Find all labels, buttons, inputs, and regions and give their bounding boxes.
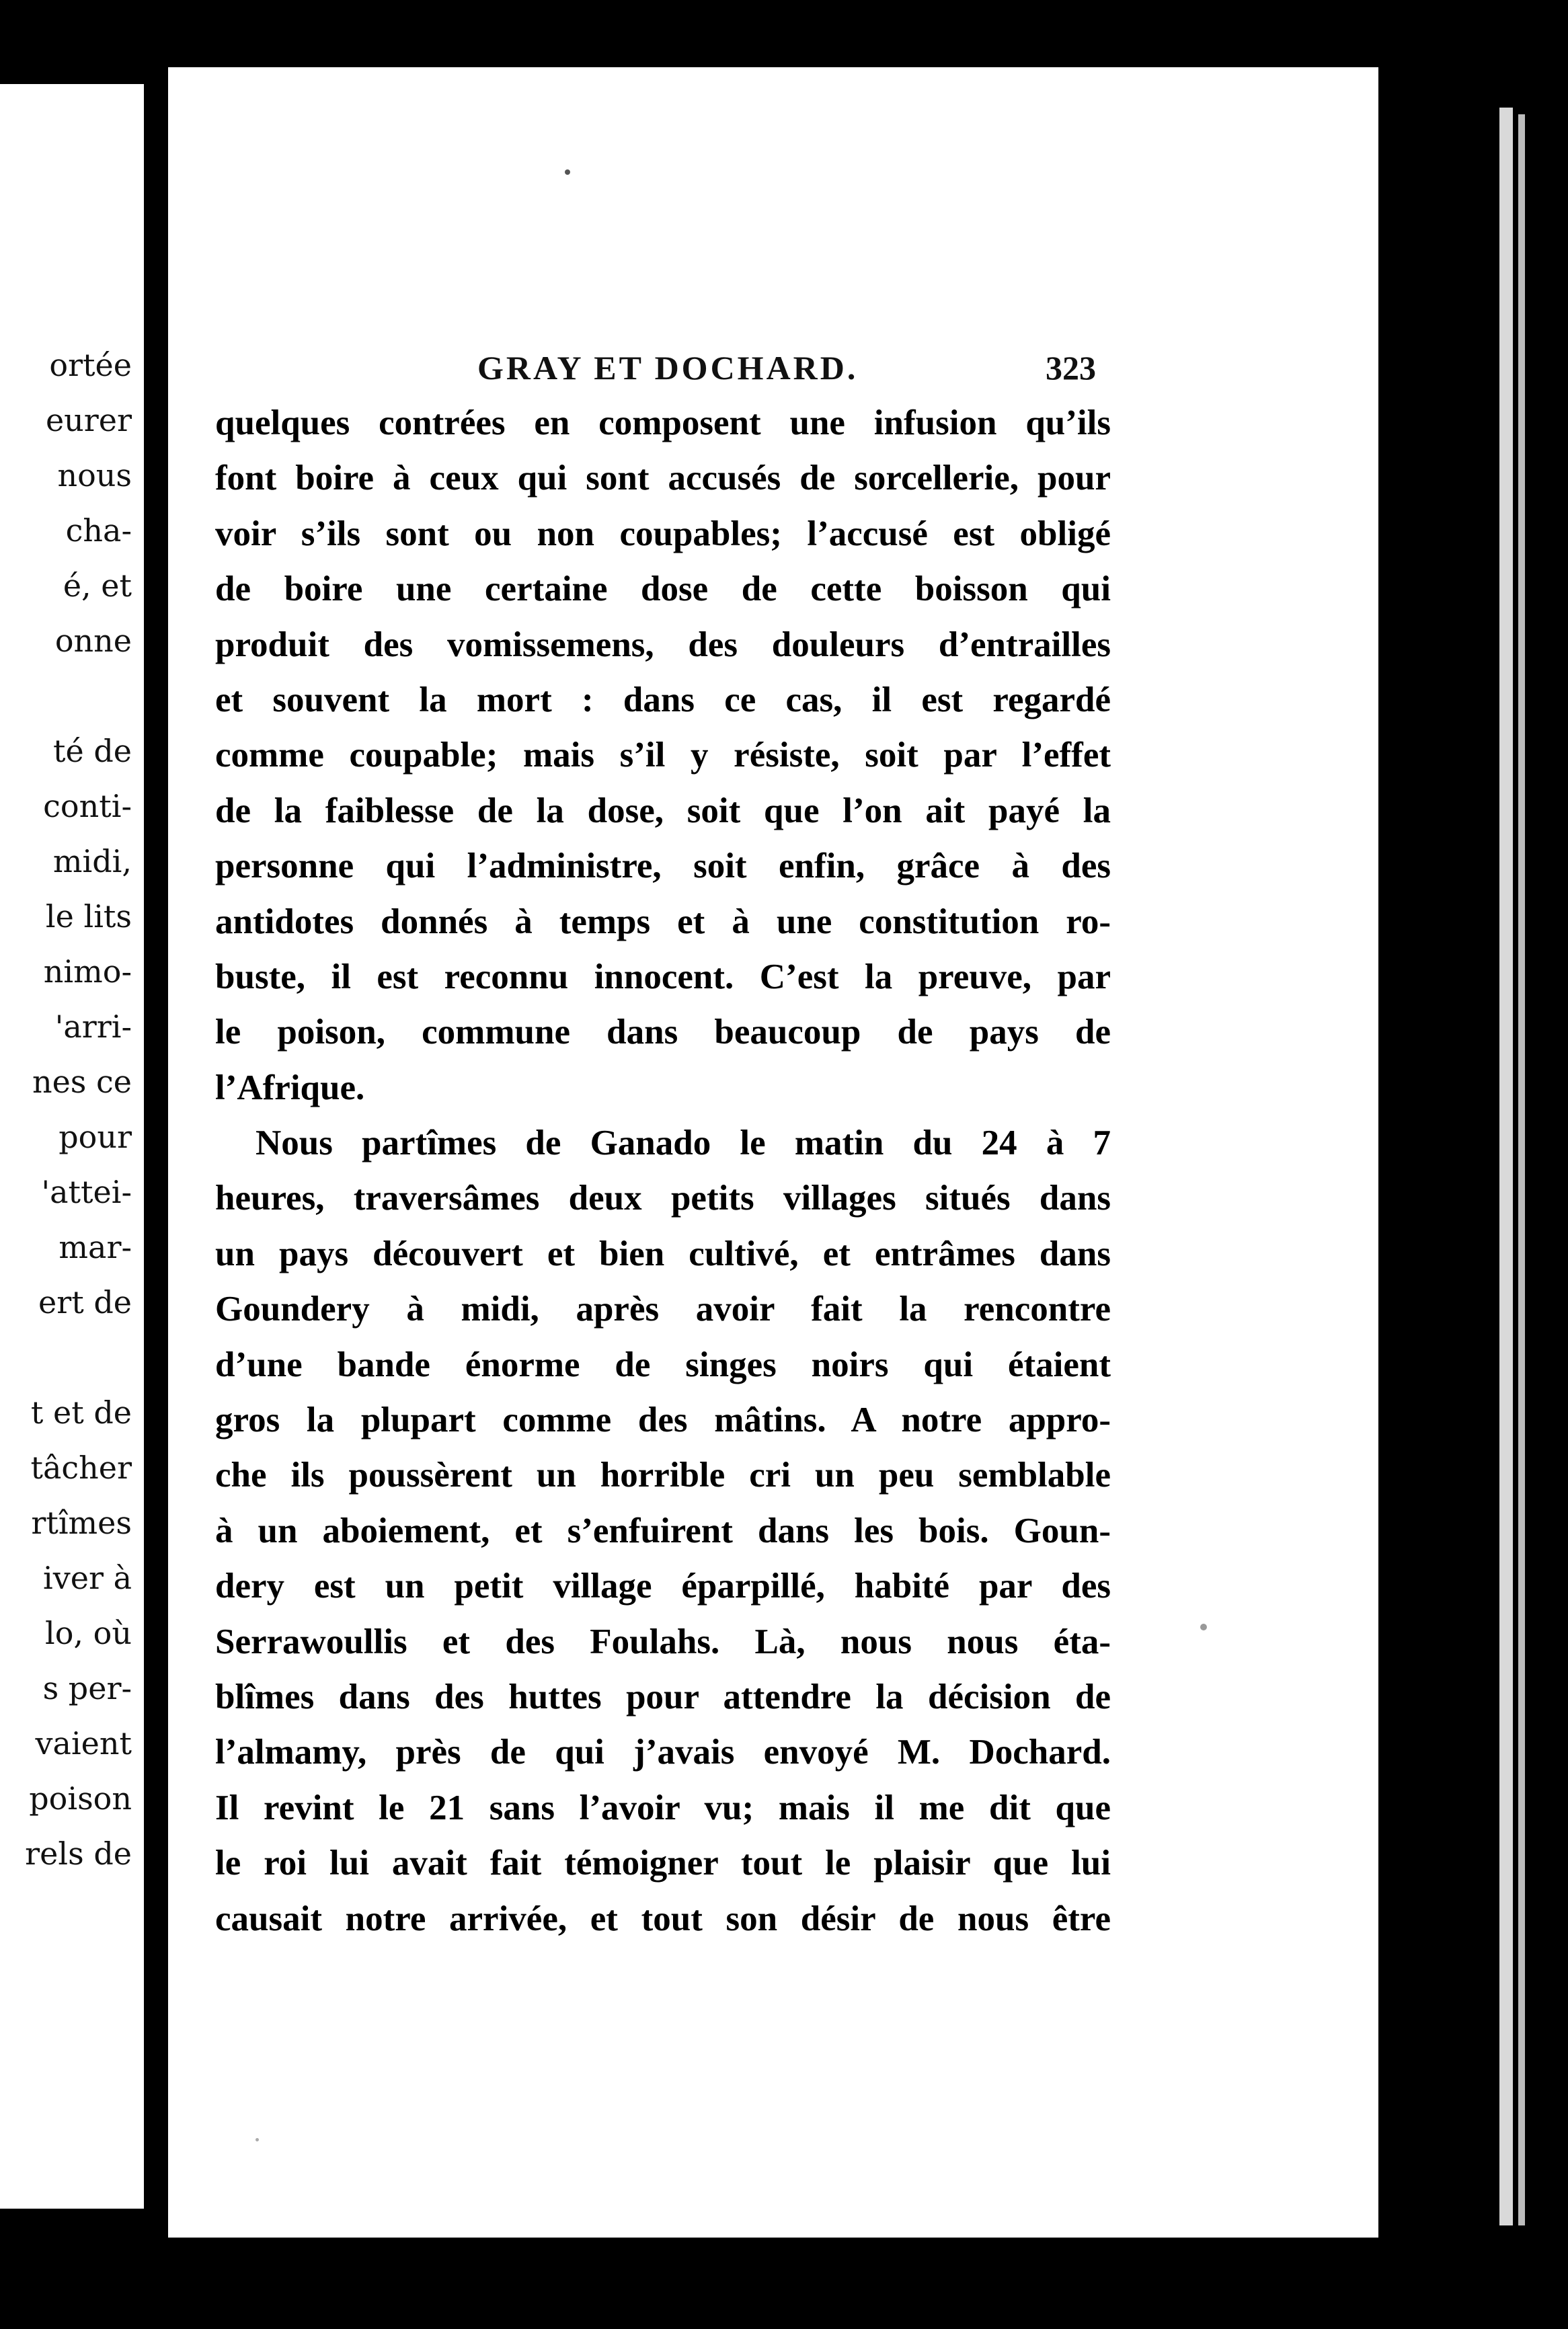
facing-page-line: midi, [52,843,132,879]
page-edge [1518,114,1525,2225]
text-line: voir s’ils sont ou non coupables; l’accusé est obligé [215,514,1111,553]
running-head: GRAY ET DOCHARD. [477,349,859,387]
text-line: antidotes donnés à temps et à une constitution ro- [215,902,1111,941]
text-line: causait notre arrivée, et tout son désir de nous être [215,1899,1111,1938]
facing-page-line: té de [53,733,132,769]
text-line: gros la plupart comme des mâtins. A notre appro- [215,1400,1111,1440]
text-line: blîmes dans des huttes pour attendre la décision de [215,1677,1111,1716]
facing-page-line: 'attei- [41,1174,132,1210]
facing-page-line: nes ce [32,1064,132,1100]
text-line: le roi lui avait fait témoigner tout le plaisir que lui [215,1844,1111,1883]
text-line: et souvent la mort : dans ce cas, il est regardé [215,680,1111,719]
text-line: un pays découvert et bien cultivé, et entrâmes dans [215,1234,1111,1273]
page-number: 323 [1046,349,1096,387]
text-line: de boire une certaine dose de cette boisson qui [215,569,1111,609]
text-line: font boire à ceux qui sont accusés de sorcellerie, pour [215,459,1111,498]
facing-page-line: poison [29,1780,132,1817]
text-line: Serrawoullis et des Foulahs. Là, nous nous éta- [215,1622,1111,1661]
facing-page-line: rels de [25,1835,132,1872]
text-line: comme coupable; mais s’il y résiste, soit par l’effet [215,736,1111,775]
text-line: le poison, commune dans beaucoup de pays de [215,1013,1111,1052]
text-line: d’une bande énorme de singes noirs qui étaient [215,1345,1111,1384]
facing-page-line: mar- [58,1229,132,1265]
text-line: che ils poussèrent un horrible cri un peu semblable [215,1456,1111,1495]
text-line: à un aboiement, et s’enfuirent dans les bois. Goun- [215,1511,1111,1550]
facing-page-line: vaient [35,1725,132,1762]
facing-page-line: t et de [30,1394,132,1431]
facing-page-line: nous [57,457,132,494]
text-line: dery est un petit village éparpillé, habité par des [215,1567,1111,1606]
text-line: Nous partîmes de Ganado le matin du 24 à 7 [256,1123,1111,1163]
page-edge [1499,108,1513,2225]
facing-page-line: eurer [45,402,132,438]
facing-page-line: é, et [63,567,132,604]
facing-page-line: cha- [65,512,132,549]
facing-page-line: 'arri- [54,1009,132,1045]
dust-speck [565,169,570,175]
dust-speck [256,2138,259,2141]
facing-page-line: ert de [38,1284,132,1320]
text-line: de la faiblesse de la dose, soit que l’on ait payé la [215,791,1111,830]
page-header [168,348,1378,389]
text-line: Il revint le 21 sans l’avoir vu; mais il me dit que [215,1788,1111,1827]
body-text [215,395,1111,1946]
book-page [168,67,1378,2238]
dust-speck [1200,1624,1207,1630]
text-line: Goundery à midi, après avoir fait la rencontre [215,1290,1111,1329]
facing-page-line: tâcher [30,1450,132,1486]
facing-page-line: conti- [43,788,132,824]
facing-page-line: iver à [43,1560,132,1596]
text-line: personne qui l’administre, soit enfin, grâce à des [215,846,1111,886]
facing-page-line: onne [54,623,132,659]
text-line: quelques contrées en composent une infusion qu’ils [215,403,1111,442]
facing-page-line: le lits [45,898,132,935]
text-line: buste, il est reconnu innocent. C’est la preuve, par [215,957,1111,996]
facing-page-line: lo, où [45,1615,132,1651]
text-line: produit des vomissemens, des douleurs d’entrailles [215,625,1111,664]
facing-page-line: ortée [49,347,132,383]
text-line: heures, traversâmes deux petits villages situés dans [215,1179,1111,1218]
facing-page-line: pour [58,1119,132,1155]
text-line: l’Afrique. [215,1068,365,1107]
facing-page-line: s per- [42,1670,132,1706]
facing-page-line: nimo- [43,953,132,990]
facing-page-fragment [0,84,144,2209]
facing-page-line: rtîmes [31,1505,132,1541]
text-line: l’almamy, près de qui j’avais envoyé M. Dochard. [215,1733,1111,1772]
